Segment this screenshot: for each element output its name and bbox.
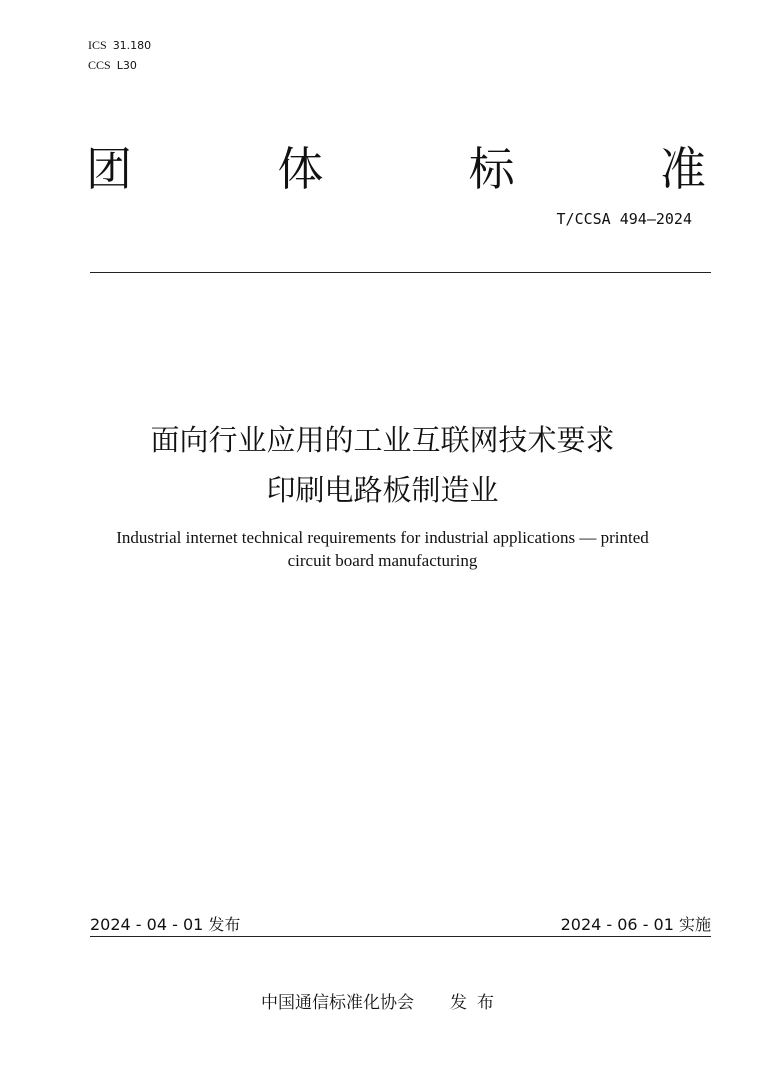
implementation-date: 2024 - 06 - 01 实施 xyxy=(560,915,711,934)
heading-char-3: 标 xyxy=(468,142,515,196)
ccs-value: L30 xyxy=(116,59,137,72)
standard-number: T/CCSA 494—2024 xyxy=(556,210,692,228)
heading-char-2: 体 xyxy=(277,142,324,196)
bottom-divider xyxy=(90,936,711,937)
group-standard-heading xyxy=(86,136,706,196)
ccs-code xyxy=(88,58,137,73)
ics-label: ICS xyxy=(88,38,107,52)
heading-char-4: 准 xyxy=(659,142,706,196)
title-cn-line-1: 面向行业应用的工业互联网技术要求 xyxy=(150,423,615,457)
ics-code xyxy=(88,38,151,53)
publisher-org: 中国通信标准化协会 xyxy=(261,993,414,1013)
heading-char-1: 团 xyxy=(86,142,132,196)
title-cn-line-2: 印刷电路板制造业 xyxy=(266,473,499,507)
publisher-line xyxy=(0,988,765,1013)
publish-verb: 发布 xyxy=(450,993,504,1013)
top-divider xyxy=(90,272,711,273)
title-en-line-1: Industrial internet technical requirements for industrial applications — printed xyxy=(116,528,649,547)
ics-value: 31.180 xyxy=(112,39,152,52)
ccs-label: CCS xyxy=(88,58,111,72)
release-date: 2024 - 04 - 01 发布 xyxy=(90,915,241,934)
title-en-line-2: circuit board manufacturing xyxy=(287,551,478,570)
